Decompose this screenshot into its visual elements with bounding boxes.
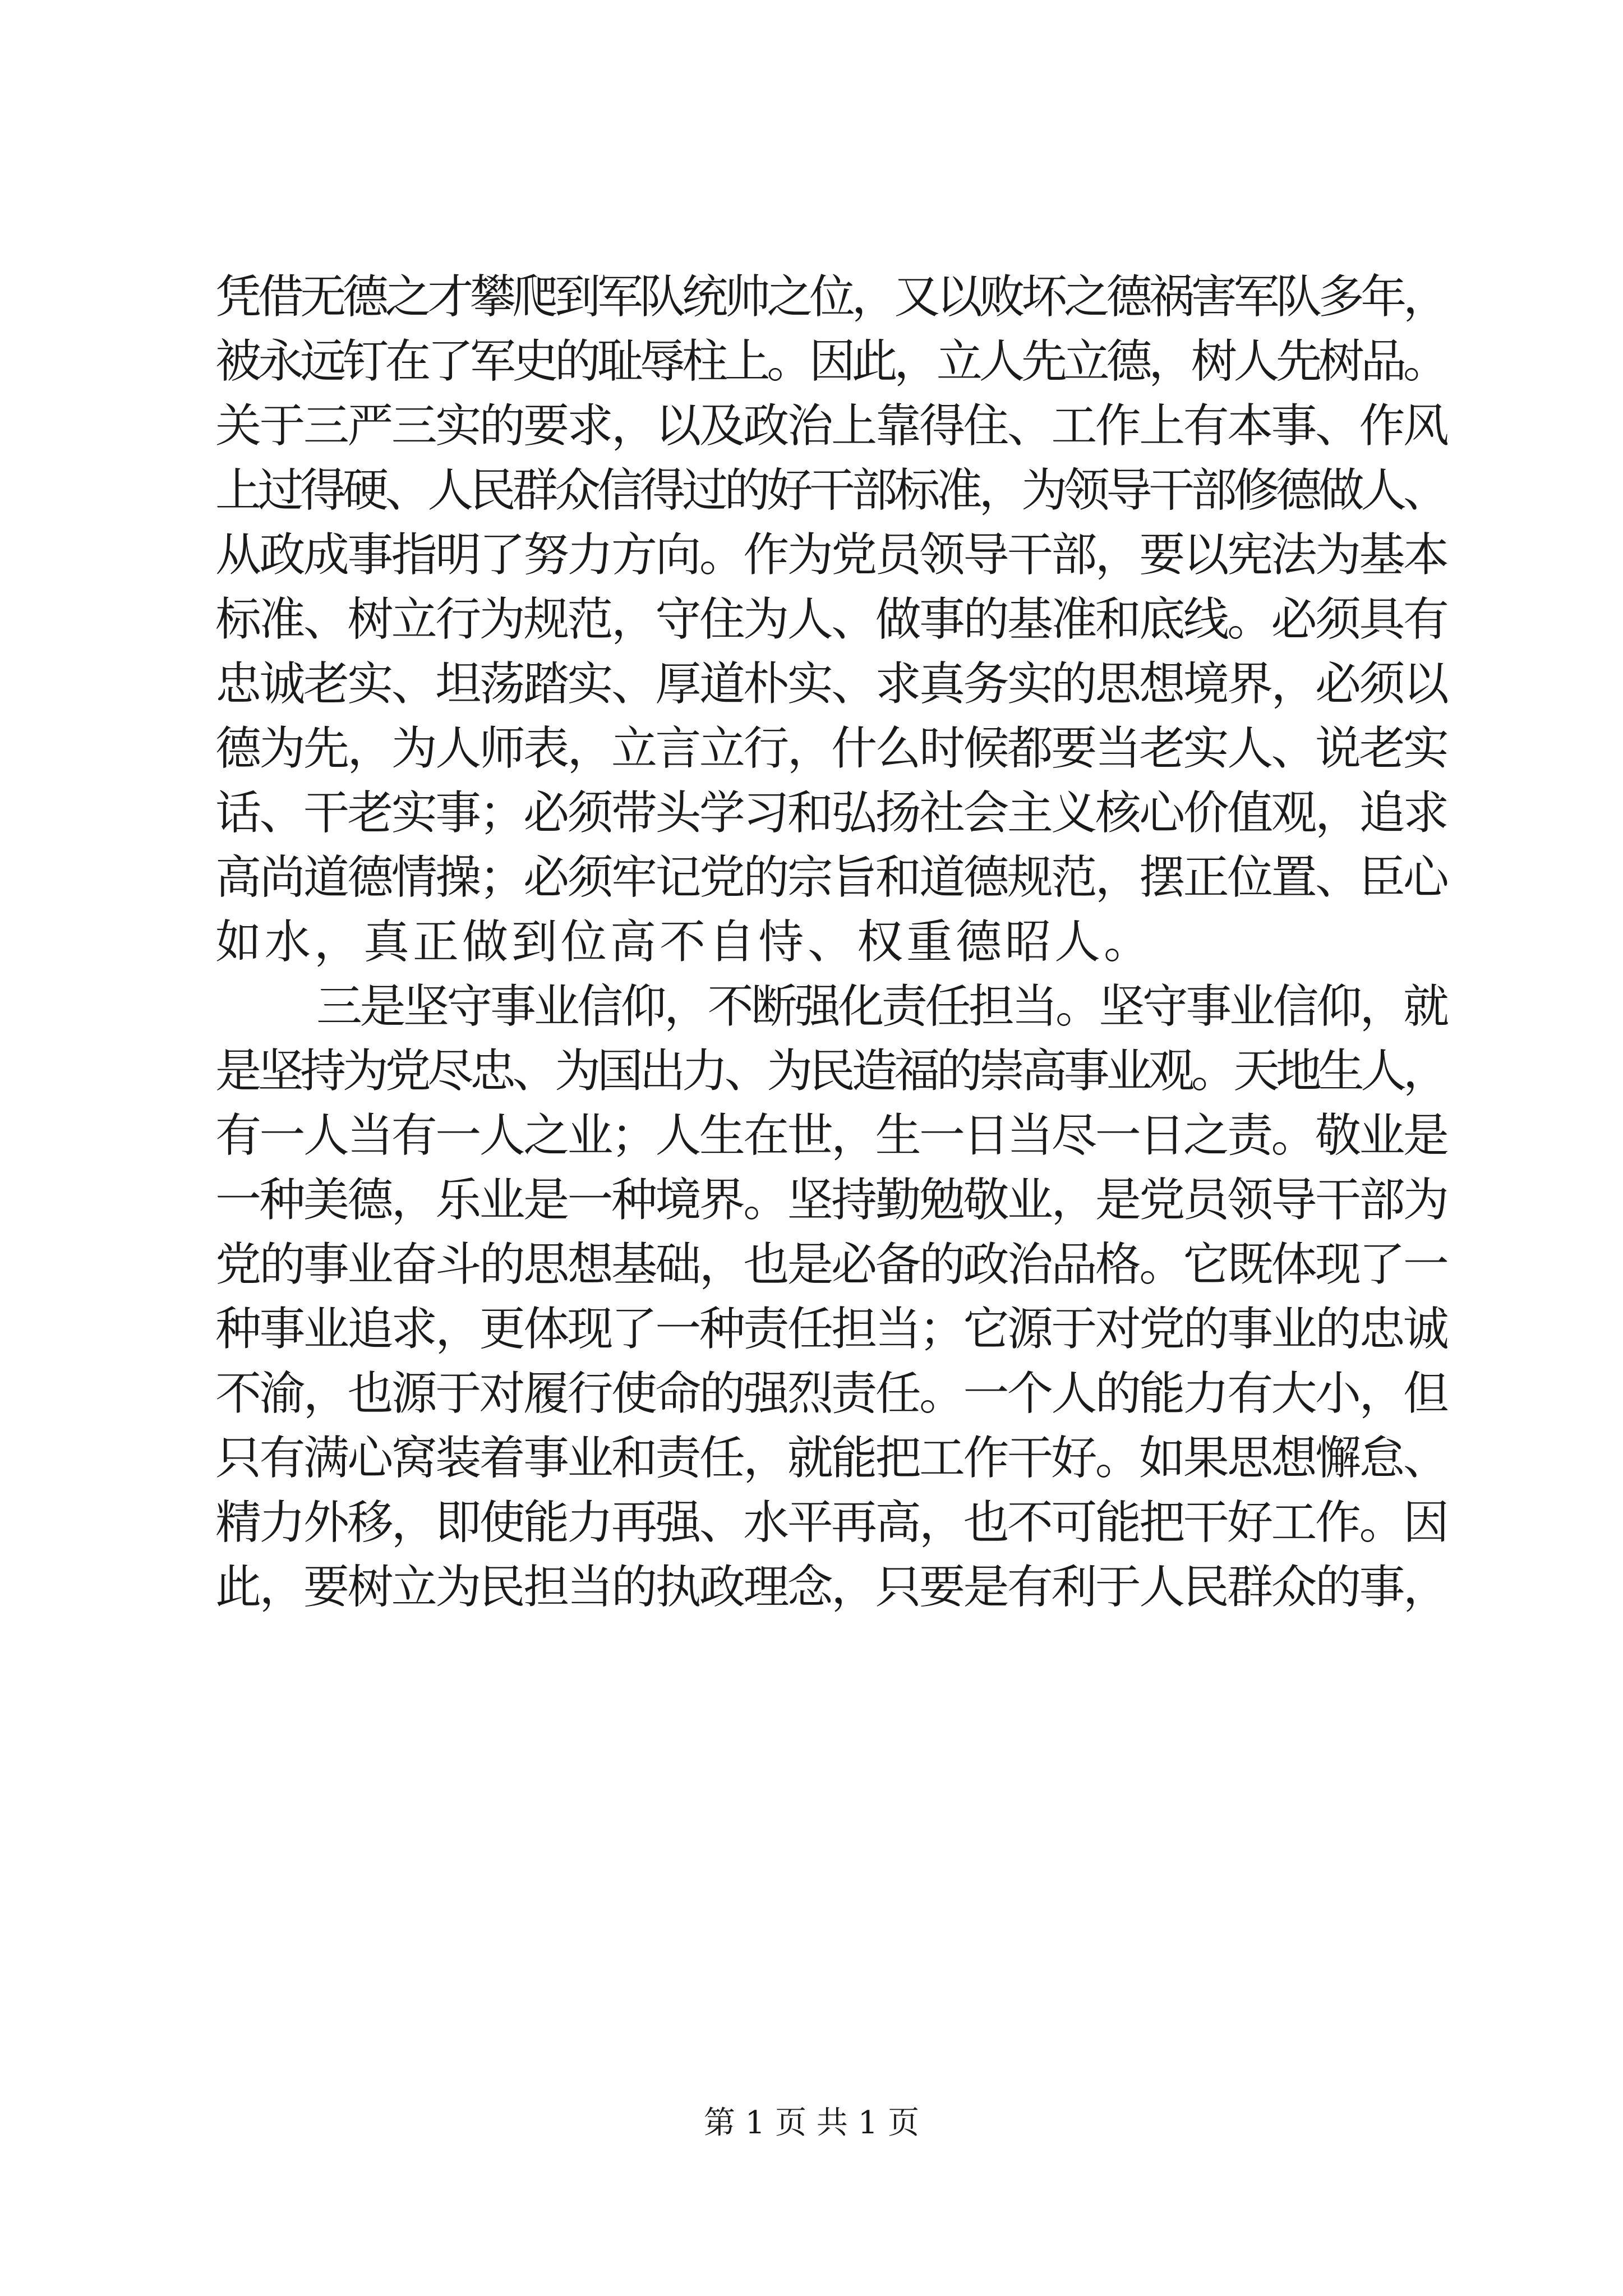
text-line: 如水，真正做到位高不自恃、权重德昭人。	[215, 915, 1154, 969]
text-line: 只有满心窝装着事业和责任，就能把工作干好。如果思想懈怠、	[215, 1432, 1447, 1485]
text-line: 有一人当有一人之业；人生在世，生一日当尽一日之责。敬业是	[215, 1109, 1447, 1162]
text-line: 不渝，也源于对履行使命的强烈责任。一个人的能力有大小，但	[215, 1367, 1447, 1420]
text-line: 一种美德，乐业是一种境界。坚持勤勉敬业，是党员领导干部为	[215, 1174, 1447, 1227]
text-line: 此，要树立为民担当的执政理念，只要是有利于人民群众的事，	[215, 1561, 1447, 1614]
text-line: 忠诚老实、坦荡踏实、厚道朴实、求真务实的思想境界，必须以	[215, 657, 1447, 711]
paragraph-first-line: 三是坚守事业信仰，不断强化责任担当。坚守事业信仰，就	[316, 980, 1447, 1033]
text-line: 高尚道德情操；必须牢记党的宗旨和道德规范，摆正位置、臣心	[215, 851, 1447, 904]
text-line: 德为先，为人师表，立言立行，什么时候都要当老实人、说老实	[215, 722, 1447, 775]
text-line: 是坚持为党尽忠、为国出力、为民造福的崇高事业观。天地生人，	[215, 1045, 1446, 1098]
page-footer: 第 1 页 共 1 页	[703, 2105, 920, 2141]
text-line: 从政成事指明了努力方向。作为党员领导干部，要以宪法为基本	[215, 528, 1447, 582]
text-line: 精力外移，即使能力再强、水平再高，也不可能把干好工作。因	[215, 1496, 1447, 1549]
text-line: 被永远钉在了军史的耻辱柱上。因此，立人先立德，树人先树品。	[215, 335, 1446, 388]
text-line: 种事业追求，更体现了一种责任担当；它源于对党的事业的忠诚	[215, 1303, 1447, 1356]
text-line: 上过得硬、人民群众信得过的好干部标准，为领导干部修德做人、	[215, 464, 1446, 517]
text-line: 关于三严三实的要求，以及政治上靠得住、工作上有本事、作风	[215, 399, 1447, 453]
text-line: 话、干老实事；必须带头学习和弘扬社会主义核心价值观，追求	[215, 786, 1447, 840]
text-line: 凭借无德之才攀爬到军队统帅之位，又以败坏之德祸害军队多年，	[215, 270, 1446, 324]
text-line: 标准、树立行为规范，守住为人、做事的基准和底线。必须具有	[215, 593, 1447, 646]
text-line: 党的事业奋斗的思想基础，也是必备的政治品格。它既体现了一	[215, 1238, 1447, 1291]
